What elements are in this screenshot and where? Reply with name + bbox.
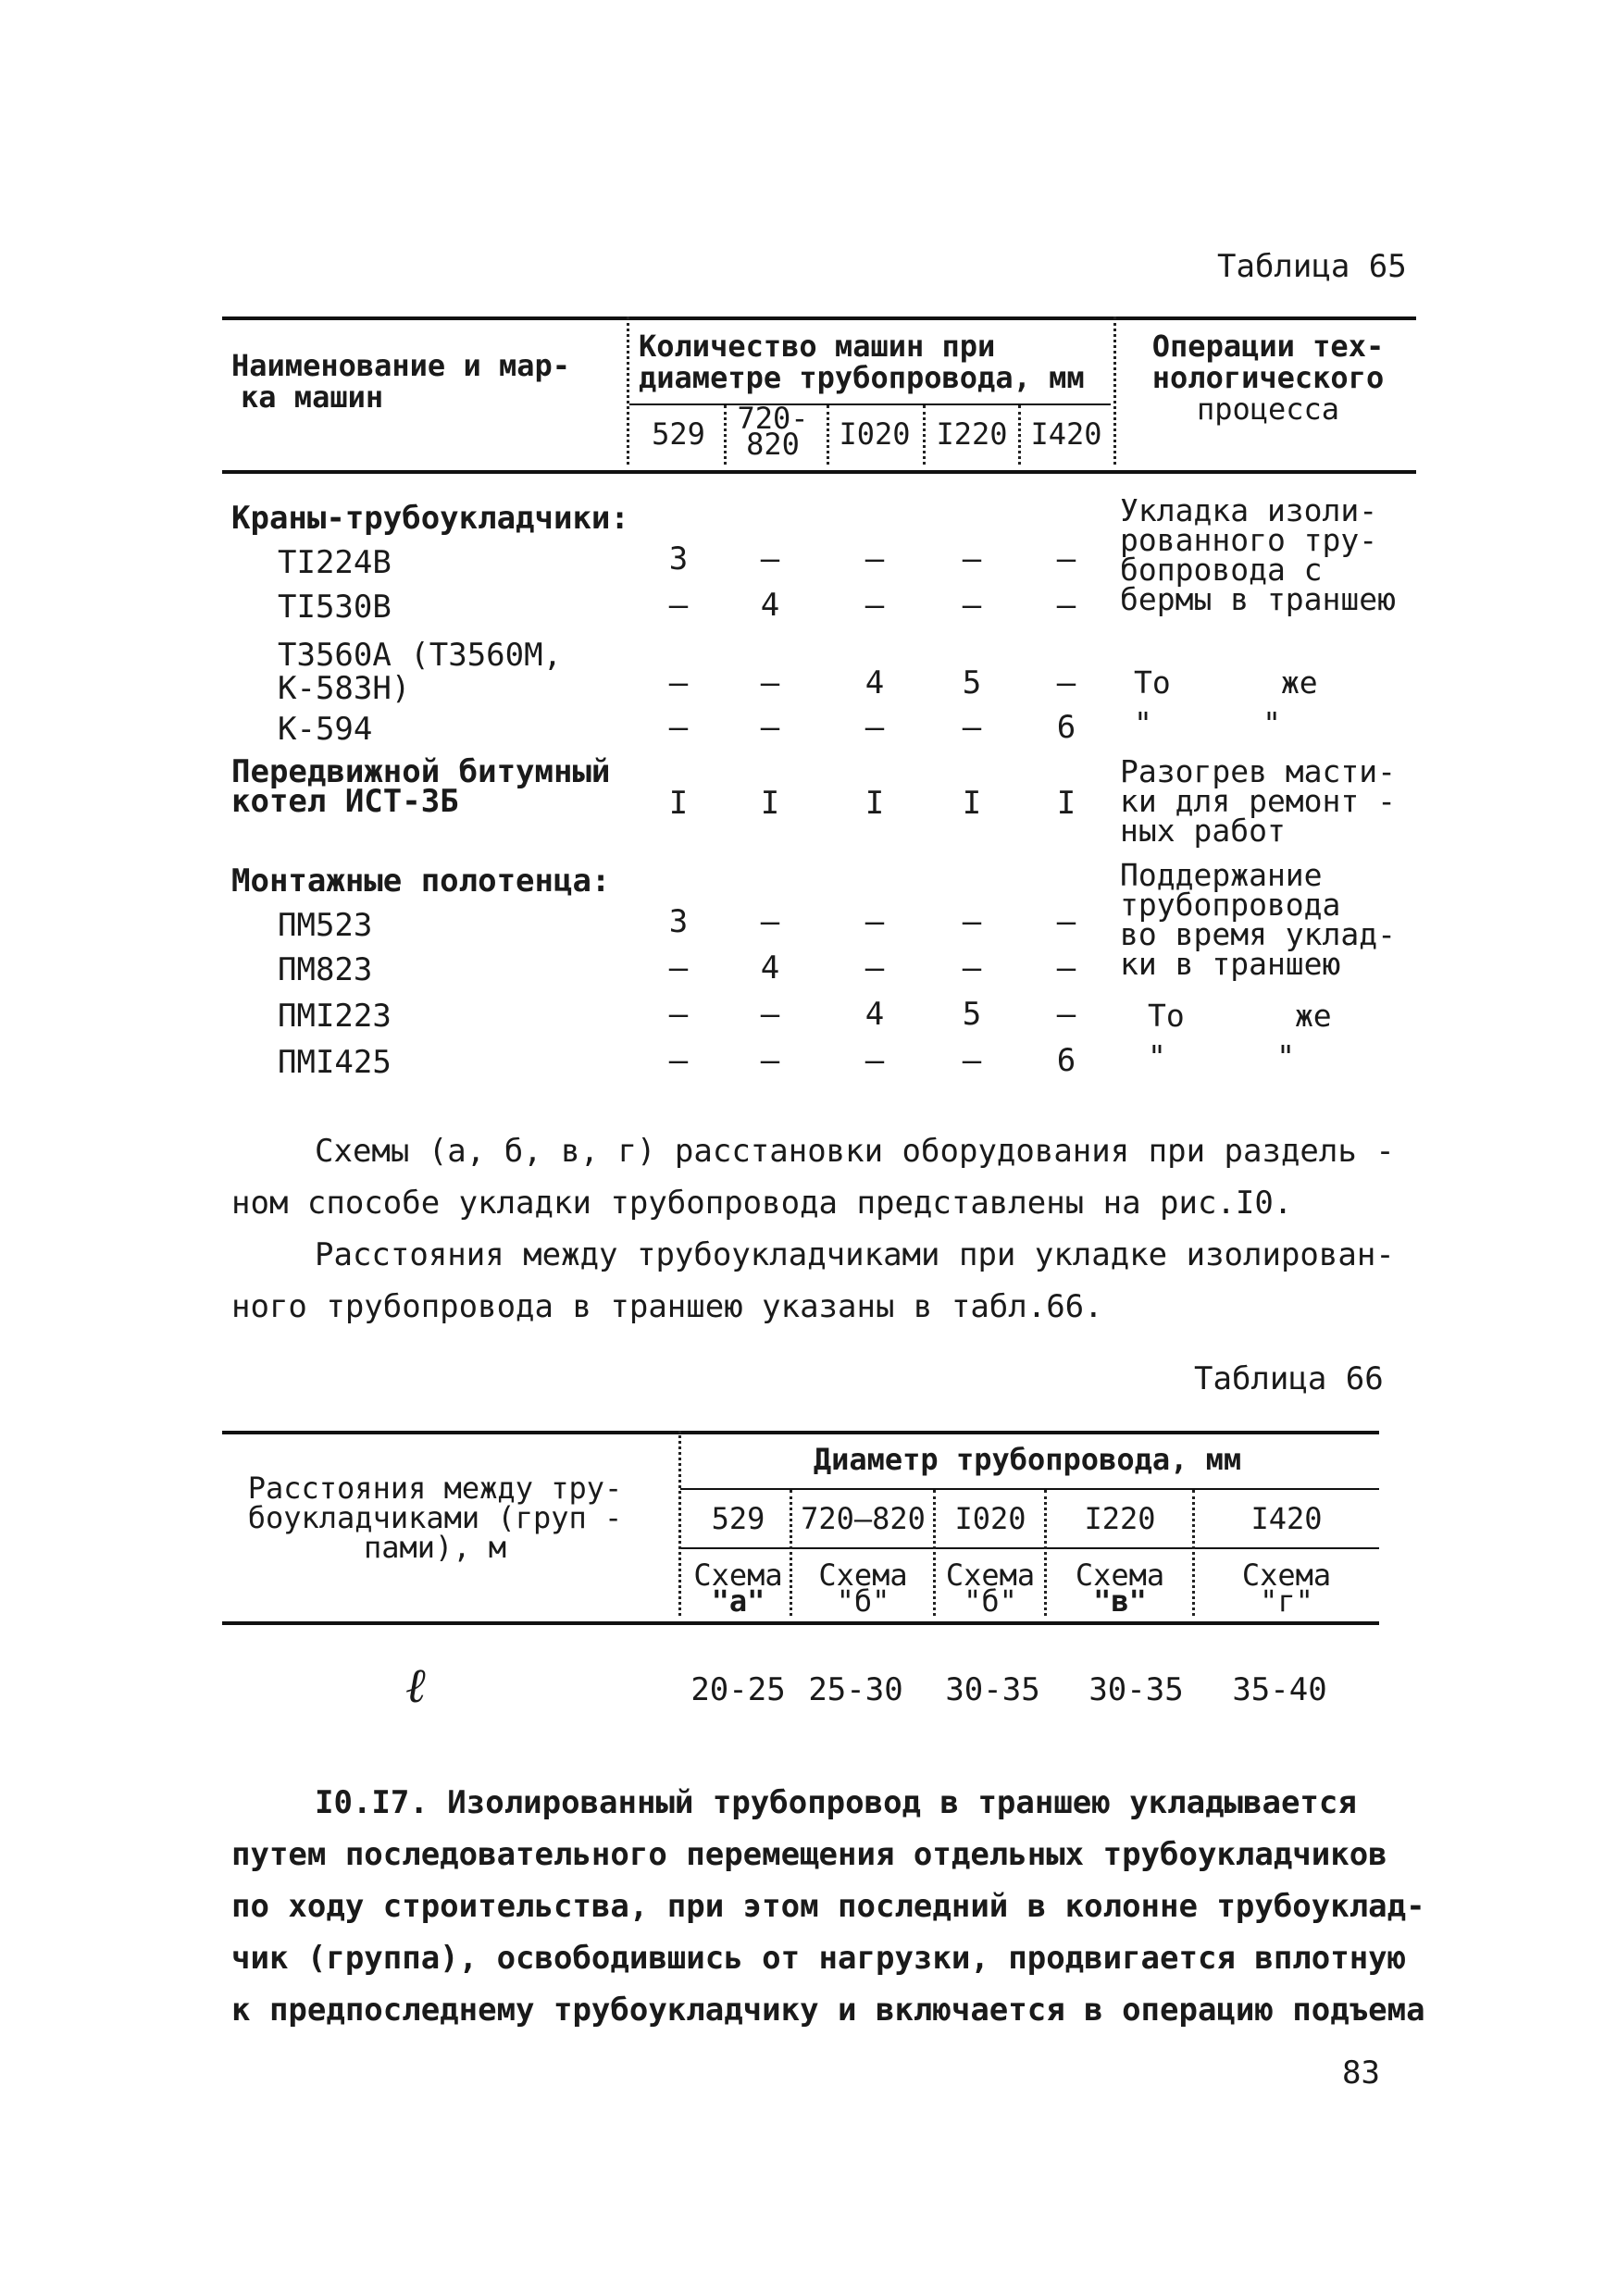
t66-value: 25-30 — [808, 1671, 903, 1708]
t66-value: 20-25 — [690, 1671, 786, 1708]
t65-cell: 4 — [864, 664, 885, 701]
page-number: 83 — [1342, 2054, 1380, 2091]
t65-cell: – — [668, 587, 689, 624]
t65-operation: Поддержание трубопровода во время уклад- ки в траншею — [1120, 857, 1397, 982]
t66-sub-rule-1 — [680, 1488, 1379, 1490]
t65-cell: – — [864, 903, 885, 940]
t65-cell: – — [962, 587, 982, 624]
table-66-top-rule — [222, 1431, 1379, 1434]
t65-cell: I — [760, 785, 780, 822]
t65-diameter-1020: I020 — [839, 416, 911, 452]
t65-cell: – — [760, 1042, 780, 1079]
t66-row-header: Расстояния между тру- боукладчиками (груп - пами), м — [247, 1471, 623, 1565]
t65-cell: – — [760, 996, 780, 1033]
table-65-caption: Таблица 65 — [1217, 248, 1407, 285]
t65-operation: " " — [1148, 1038, 1295, 1074]
t65-cell: – — [1056, 664, 1076, 701]
t65-cell: – — [760, 903, 780, 940]
t66-scheme: Схема "в" — [1075, 1558, 1165, 1619]
t65-diameter-1420: I420 — [1030, 416, 1102, 452]
t65-group-boiler: Передвижной битумный котел ИСТ-3Б — [231, 753, 611, 820]
t65-cell: I — [962, 785, 982, 822]
t66-diameter: 529 — [711, 1501, 765, 1536]
t65-group-cranes: Краны-трубоукладчики: — [231, 500, 629, 537]
t66-diameter: 720–820 — [801, 1501, 926, 1536]
t65-row-name: ПМI223 — [278, 998, 392, 1035]
t65-operation: " " — [1134, 705, 1281, 741]
t65-cell: – — [864, 709, 885, 746]
t65-cell: – — [962, 903, 982, 940]
t65-cell: – — [962, 709, 982, 746]
t66-sep — [790, 1490, 792, 1616]
t65-cell: – — [1056, 540, 1076, 577]
t66-scheme: Схема "б" — [945, 1558, 1036, 1619]
paragraph-distances: Расстояния между трубоукладчиками при укладке изолирован- — [315, 1236, 1395, 1273]
t66-sub-rule-2 — [680, 1547, 1379, 1549]
t65-sep-1 — [627, 316, 629, 465]
t65-operation: То же — [1148, 998, 1332, 1034]
t65-cell: – — [864, 587, 885, 624]
t66-sep — [933, 1490, 936, 1616]
t66-scheme: Схема "г" — [1241, 1558, 1332, 1619]
t65-diameter-720-820: 720- 820 — [737, 401, 809, 462]
t65-cell: – — [668, 996, 689, 1033]
t65-cell: – — [668, 709, 689, 746]
t65-cell: 5 — [962, 996, 982, 1033]
t65-cell: – — [962, 1042, 982, 1079]
t65-cell: I — [668, 785, 689, 822]
t65-cell: 4 — [864, 996, 885, 1033]
table-65-header-count: Количество машин при диаметре трубопровода, мм — [639, 329, 1085, 395]
t66-value: 30-35 — [1088, 1671, 1184, 1708]
t65-cell: I — [1056, 785, 1076, 822]
t65-sep-2 — [1113, 316, 1116, 465]
t65-cell: – — [864, 949, 885, 987]
t66-row-symbol: ℓ — [405, 1658, 426, 1714]
t65-cell: – — [760, 664, 780, 701]
table-65-header-sub-rule — [629, 403, 1111, 405]
t65-sep-4 — [827, 405, 829, 465]
t65-cell: – — [1056, 903, 1076, 940]
t65-operation: Укладка изоли- рованного тру- бопровода с бермы в траншею — [1120, 492, 1397, 617]
t66-diameter: I220 — [1084, 1501, 1156, 1536]
paragraph-distances-cont: ного трубопровода в траншею указаны в табл.66. — [231, 1288, 1103, 1325]
paragraph-schemes: Схемы (а, б, в, г) расстановки оборудования при раздель - — [315, 1133, 1395, 1170]
t65-cell: 3 — [668, 540, 689, 577]
t65-cell: – — [962, 540, 982, 577]
t65-cell: – — [1056, 949, 1076, 987]
t65-row-name: K-594 — [278, 711, 373, 748]
t65-cell: – — [760, 709, 780, 746]
t65-cell: – — [864, 540, 885, 577]
t66-value: 30-35 — [945, 1671, 1040, 1708]
t65-diameter-529: 529 — [652, 416, 705, 452]
t66-scheme: Схема "а" — [693, 1558, 783, 1619]
t66-value: 35-40 — [1232, 1671, 1327, 1708]
t65-cell: – — [864, 1042, 885, 1079]
t66-group-header: Диаметр трубопровода, мм — [813, 1442, 1242, 1477]
t66-sep — [1044, 1490, 1047, 1616]
t65-operation: То же — [1134, 664, 1318, 701]
t65-cell: 6 — [1056, 1042, 1076, 1079]
t66-diameter: I020 — [954, 1501, 1026, 1536]
t65-row-name: ПМ523 — [278, 907, 373, 944]
t65-diameter-1220: I220 — [936, 416, 1008, 452]
t65-cell: – — [668, 949, 689, 987]
table-65-header-name: Наименование и мар- ка машин — [231, 348, 571, 415]
t65-cell: – — [760, 540, 780, 577]
t65-row-name: TI530B — [278, 589, 392, 626]
paragraph-10-17-cont: путем последовательного перемещения отдельных трубоукладчиков по ходу строительства, при этом последний в колонне трубоуклад- чик (группа), освободившись от нагрузки, продвигается вплотную к предпоследнему трубоукладчику и включается в операцию подъема — [231, 1836, 1425, 2029]
t65-cell: 6 — [1056, 709, 1076, 746]
t66-sep — [678, 1431, 681, 1616]
t65-cell: I — [864, 785, 885, 822]
table-65-top-rule — [222, 316, 1416, 320]
table-65-header-bottom-rule — [222, 470, 1416, 474]
t66-scheme: Схема "б" — [818, 1558, 908, 1619]
t65-cell: – — [668, 1042, 689, 1079]
t65-cell: 4 — [760, 949, 780, 987]
t66-diameter: I420 — [1250, 1501, 1323, 1536]
table-65-header-operations: Операции тех- нологического процесса — [1151, 329, 1385, 427]
t65-group-towels: Монтажные полотенца: — [231, 863, 611, 900]
t65-operation: Разогрев масти- ки для ремонт - ных работ — [1120, 753, 1397, 849]
t65-cell: 3 — [668, 903, 689, 940]
t65-cell: – — [1056, 996, 1076, 1033]
t65-row-name: ПМI425 — [278, 1044, 392, 1081]
t65-cell: 4 — [760, 587, 780, 624]
t65-row-name: TI224B — [278, 544, 392, 581]
paragraph-schemes-cont: ном способе укладки трубопровода представлены на рис.I0. — [231, 1185, 1293, 1222]
table-66-caption: Таблица 66 — [1194, 1360, 1384, 1397]
t65-sep-3 — [724, 405, 727, 465]
table-66-header-bottom-rule — [222, 1621, 1379, 1625]
t66-sep — [1192, 1490, 1195, 1616]
t65-row-name: T3560A (T3560M, K-583H) — [278, 637, 563, 707]
t65-sep-5 — [923, 405, 926, 465]
paragraph-10-17: I0.I7. Изолированный трубопровод в траншею укладывается — [315, 1784, 1357, 1821]
t65-cell: – — [1056, 587, 1076, 624]
t65-row-name: ПМ823 — [278, 951, 373, 988]
t65-cell: – — [962, 949, 982, 987]
t65-cell: 5 — [962, 664, 982, 701]
t65-sep-6 — [1018, 405, 1021, 465]
t65-cell: – — [668, 664, 689, 701]
